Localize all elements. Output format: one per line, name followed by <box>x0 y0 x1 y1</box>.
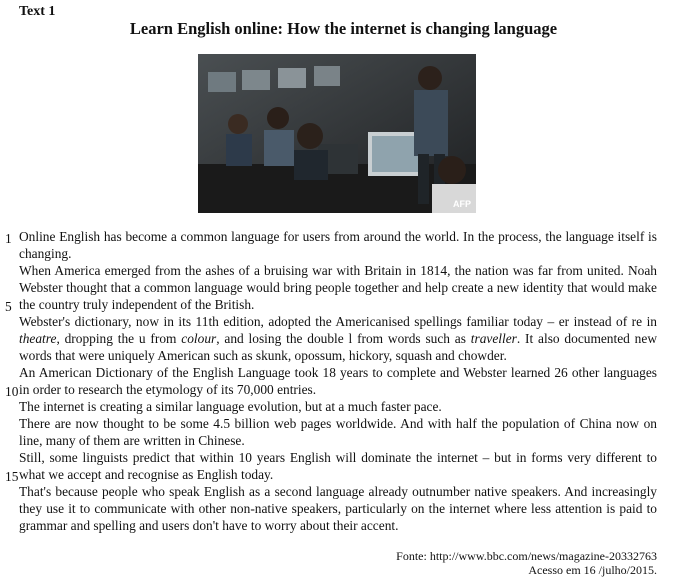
line-number-5: 5 <box>5 299 12 314</box>
paragraph: The internet is creating a similar language evolution, but at a much faster pace. <box>19 399 442 414</box>
paragraph: That's because people who speak English as a second language already outnumber native speakers. And increasingly they use it to communicate with other non-native speakers, particularly on the internet where less attention is paid to grammar and spelling and users don't have to worry about their accent. <box>19 484 657 533</box>
source-url: Fonte: http://www.bbc.com/news/magazine-20332763 <box>396 549 657 563</box>
line-number-10: 10 <box>5 384 19 399</box>
photo-credit: AFP <box>453 199 471 209</box>
text-label: Text 1 <box>19 4 56 19</box>
paragraph: There are now thought to be some 4.5 billion web pages worldwide. And with half the population of China now on line, many of them are written in Chinese. <box>19 416 657 448</box>
line-number-15: 15 <box>5 469 19 484</box>
source-citation <box>396 549 657 577</box>
paragraph: When America emerged from the ashes of a bruising war with Britain in 1814, the nation was far from united. Noah Webster thought that a common language would bring people together and help create a new identity that would make the country truly independent of the British. <box>19 263 657 312</box>
line-number-1: 1 <box>5 231 12 246</box>
internet-cafe-image <box>198 54 476 213</box>
paragraph: An American Dictionary of the English Language took 18 years to complete and Webster learned 26 other languages in order to research the etymology of its 70,000 entries. <box>19 365 657 397</box>
paragraph-webster: Webster's dictionary, now in its 11th edition, adopted the Americanised spellings familiar today – er instead of re in theatre, dropping the u from colour, and losing the double l from words such as traveller. It also documented new words that were uniquely American such as skunk, opossum, hickory, squash and chowder. <box>19 314 657 363</box>
article-photo <box>198 54 476 213</box>
paragraph: Online English has become a common language for users from around the world. In the process, the language itself is changing. <box>19 229 657 261</box>
paragraph: Still, some linguists predict that within 10 years English will dominate the internet – but in forms very different to what we accept and recognise as English today. <box>19 450 657 482</box>
article-body <box>19 228 657 534</box>
article-title: Learn English online: How the internet is changing language <box>129 19 558 38</box>
access-date: Acesso em 16 /julho/2015. <box>528 563 657 577</box>
